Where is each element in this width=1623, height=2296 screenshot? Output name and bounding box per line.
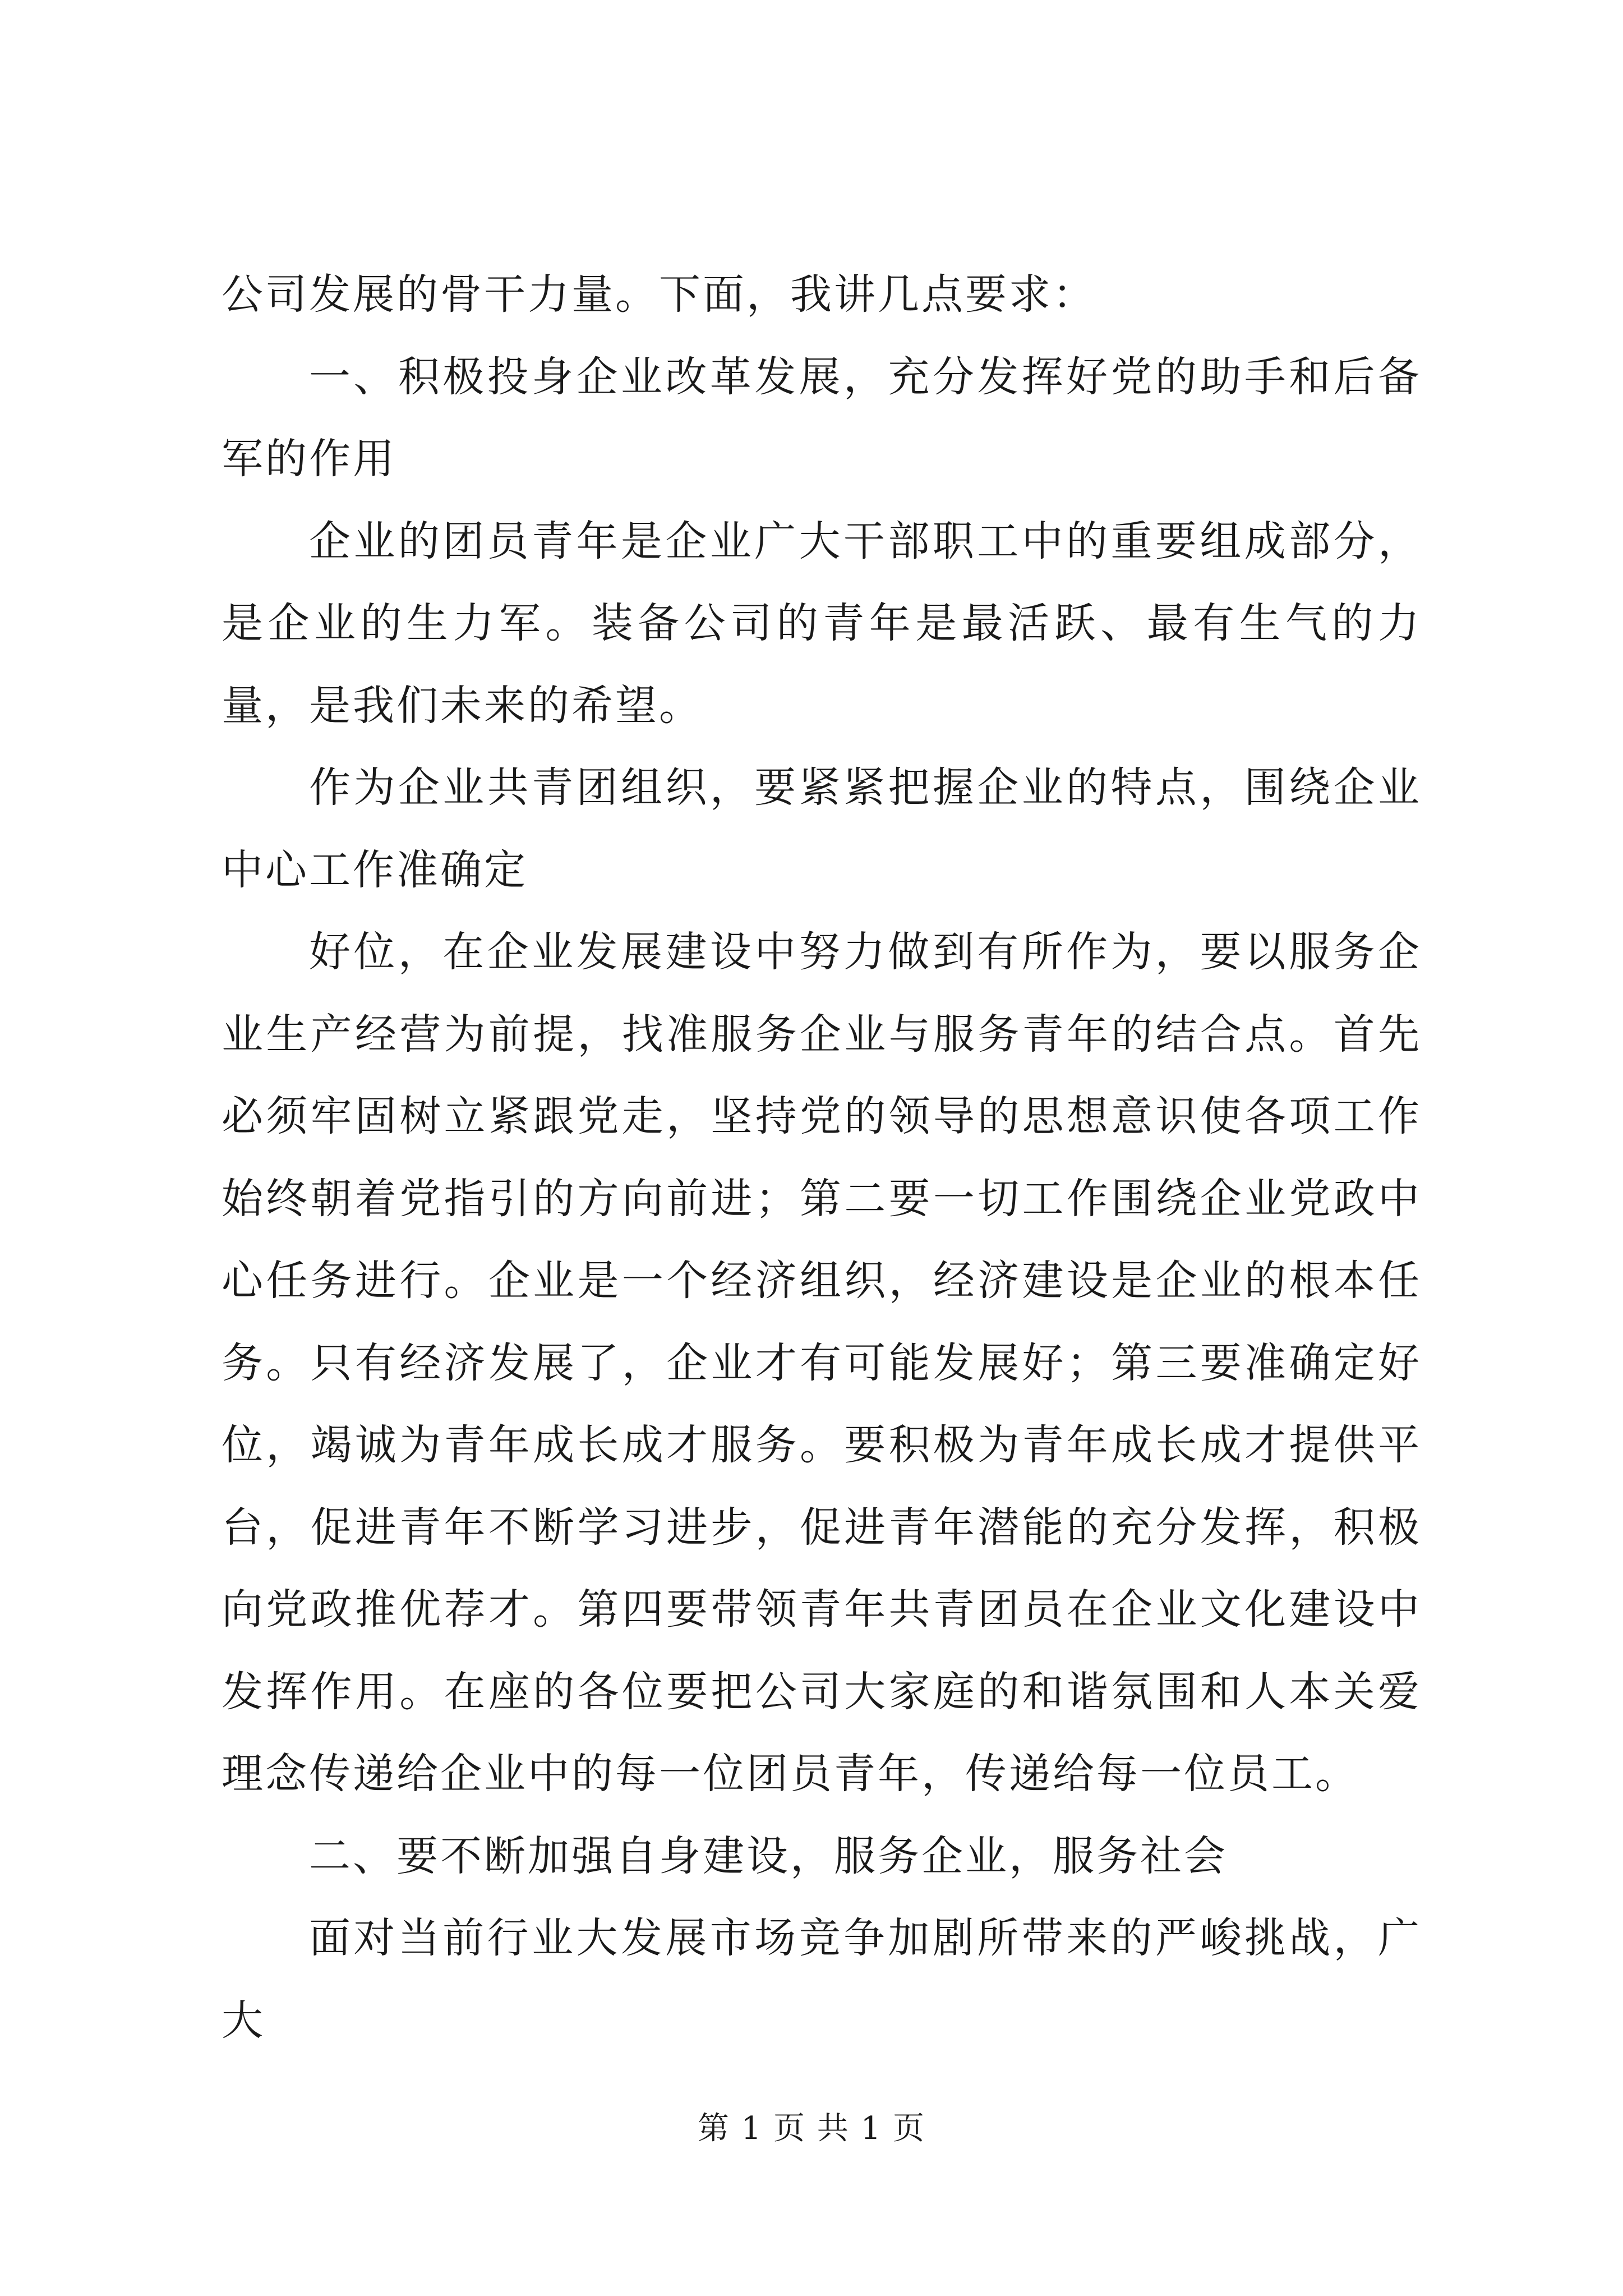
- paragraph-league-organization: 作为企业共青团组织，要紧紧把握企业的特点，围绕企业中心工作准确定: [222, 763, 1422, 894]
- document-body: [222, 254, 1422, 2062]
- page-number-footer: 第 1 页 共 1 页: [697, 2110, 926, 2147]
- paragraph-continuation: 公司发展的骨干力量。下面，我讲几点要求：: [222, 270, 1096, 319]
- paragraph-youth-role: 企业的团员青年是企业广大干部职工中的重要组成部分，是企业的生力军。装备公司的青年是最活跃、最有生气的力量，是我们未来的希望。: [222, 517, 1422, 730]
- paragraph-positioning: 好位，在企业发展建设中努力做到有所作为，要以服务企业生产经营为前提，找准服务企业与服务青年的结合点。首先必须牢固树立紧跟党走，坚持党的领导的思想意识使各项工作始终朝着党指引的方向前进；第二要一切工作围绕企业党政中心任务进行。企业是一个经济组织，经济建设是企业的根本任务。只有经济发展了，企业才有可能发展好；第三要准确定好位，竭诚为青年成长成才服务。要积极为青年成长成才提供平台，促进青年不断学习进步，促进青年潜能的充分发挥，积极向党政推优荐才。第四要带领青年共青团员在企业文化建设中发挥作用。在座的各位要把公司大家庭的和谐氛围和人本关爱理念传递给企业中的每一位团员青年，传递给每一位员工。: [222, 928, 1422, 1798]
- section-heading-two: 二、要不断加强自身建设，服务企业，服务社会: [309, 1832, 1228, 1880]
- paragraph-challenges: 面对当前行业大发展市场竞争加剧所带来的严峻挑战，广大: [222, 1914, 1422, 2045]
- section-heading-one: 一、积极投身企业改革发展，充分发挥好党的助手和后备军的作用: [222, 352, 1422, 483]
